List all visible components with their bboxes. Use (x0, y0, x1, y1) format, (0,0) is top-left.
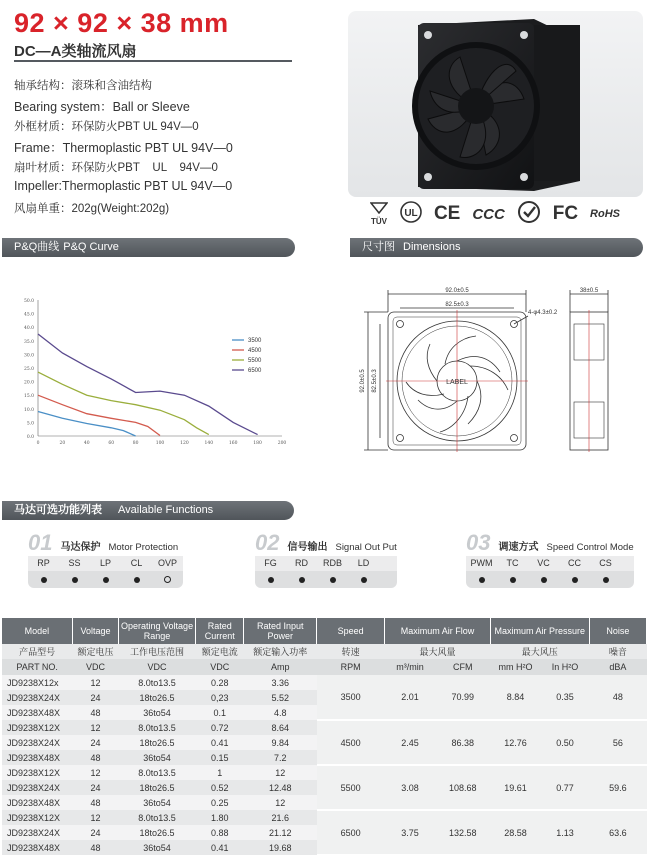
x-tick-label: 40 (83, 441, 90, 446)
function-code: LD (357, 558, 370, 568)
x-tick-label: 60 (108, 441, 115, 446)
ce-icon: CE (433, 203, 461, 224)
table-cell: 36to54 (119, 840, 196, 855)
table-group-cell: 19.61 (490, 765, 541, 810)
table-cell: 0.41 (196, 840, 244, 855)
table-cell: 12 (72, 765, 118, 780)
table-cell: 18to26.5 (119, 780, 196, 795)
table-cell: 18to26.5 (119, 735, 196, 750)
table-group-cell: 0.35 (541, 675, 589, 720)
function-group-01 (28, 530, 183, 588)
pq-curve-chart (8, 290, 293, 450)
table-cell: 36to54 (119, 750, 196, 765)
table-cell: JD9238X24X (2, 780, 72, 795)
rohs-check-icon (517, 200, 541, 229)
table-header-cell: Maximum Air Flow (385, 618, 491, 644)
table-header-cell: Noise (589, 618, 646, 644)
dim-hole-spacing-vertical: 82.5±0.3 (372, 369, 378, 393)
function-group-header (28, 530, 183, 556)
pq-curve-section-bar (2, 238, 295, 257)
table-cell: 12 (244, 765, 317, 780)
function-group-02 (255, 530, 397, 588)
table-cell: 0.52 (196, 780, 244, 795)
dim-hole-spacing: 82.5±0.3 (445, 302, 469, 308)
function-mark-cell (255, 571, 286, 588)
spec-impeller-cn: 扇叶材质：环保防火PBT UL 94V—0 (14, 162, 218, 174)
table-cell: 0.1 (196, 705, 244, 720)
table-group-cell: 8.84 (490, 675, 541, 720)
table-header-cell: Voltage (72, 618, 118, 644)
function-codes-row (255, 556, 397, 571)
function-mark-cell (497, 571, 528, 588)
spec-bearing-en: Bearing system：Ball or Sleeve (14, 100, 190, 114)
function-mark-cell (466, 571, 497, 588)
table-row (2, 765, 647, 780)
table-header-cell: Model (2, 618, 72, 644)
x-tick-label: 120 (180, 441, 189, 446)
table-cell: JD9238X48X (2, 795, 72, 810)
function-group-title-en: Motor Protection (108, 542, 179, 553)
table-group-cell: 70.99 (435, 675, 490, 720)
table-header-cn-cell: 额定输入功率 (244, 644, 317, 659)
supported-dot-icon (268, 577, 274, 583)
table-unit-cell: PART NO. (2, 659, 72, 675)
function-code: TC (506, 558, 519, 568)
table-cell: 24 (72, 825, 118, 840)
supported-dot-icon (41, 577, 47, 583)
function-code: RD (295, 558, 308, 568)
supported-dot-icon (479, 577, 485, 583)
fan-image (348, 11, 643, 197)
table-group-cell: 3.08 (385, 765, 436, 810)
supported-dot-icon (541, 577, 547, 583)
table-group-cell: 3.75 (385, 810, 436, 855)
functions-title-cn: 马达可选功能列表 (14, 504, 102, 516)
function-group-03 (466, 530, 634, 588)
table-cell: 0,23 (196, 690, 244, 705)
y-tick-label: 35.0 (23, 339, 34, 345)
table-group-cell: 63.6 (589, 810, 646, 855)
spec-bearing-cn: 轴承结构：滚珠和含油结构 (14, 80, 152, 92)
table-group-cell: 5500 (317, 765, 385, 810)
y-tick-label: 25.0 (23, 367, 34, 372)
table-unit-cell: Amp (244, 659, 317, 675)
table-unit-cell: VDC (72, 659, 118, 675)
legend-label-4500: 4500 (248, 348, 262, 354)
table-header-cell: Operating Voltage Range (119, 618, 196, 644)
function-marks-row (255, 571, 397, 588)
table-cell: JD9238X12X (2, 765, 72, 780)
table-group-cell: 108.68 (435, 765, 490, 810)
table-cell: 8.64 (244, 720, 317, 735)
function-group-header (466, 530, 634, 556)
table-group-cell: 0.50 (541, 720, 589, 765)
table-unit-cell: VDC (119, 659, 196, 675)
table-header-cn-cell: 最大风压 (490, 644, 589, 659)
table-cell: 18to26.5 (119, 825, 196, 840)
table-unit-cell: CFM (435, 659, 490, 675)
table-cell: JD9238X12X (2, 810, 72, 825)
table-cell: 24 (72, 690, 118, 705)
series-line-5500 (38, 372, 209, 435)
table-cell: JD9238X24X (2, 690, 72, 705)
table-header-cn-cell: 工作电压范围 (119, 644, 196, 659)
table-group-cell: 56 (589, 720, 646, 765)
table-header-cn-row (2, 644, 647, 659)
y-tick-label: 40.0 (23, 326, 34, 332)
functions-section-bar (2, 501, 294, 520)
table-row (2, 675, 647, 690)
table-cell: 0.88 (196, 825, 244, 840)
table-group-cell: 2.45 (385, 720, 436, 765)
function-mark-cell (528, 571, 559, 588)
y-tick-label: 10.0 (23, 407, 34, 413)
table-cell: JD9238X48X (2, 705, 72, 720)
series-line-3500 (38, 412, 136, 437)
spec-impeller-en: Impeller:Thermoplastic PBT UL 94V—0 (14, 179, 233, 193)
table-unit-cell: VDC (196, 659, 244, 675)
table-row (2, 720, 647, 735)
legend-label-3500: 3500 (248, 338, 262, 344)
table-cell: 8.0to13.5 (119, 720, 196, 735)
table-unit-cell: m³/min (385, 659, 436, 675)
spec-table (2, 618, 647, 856)
table-cell: 3.36 (244, 675, 317, 690)
dimensions-title-cn: 尺寸图 (362, 241, 395, 253)
page-title: 92 × 92 × 38 mm (14, 8, 229, 38)
function-group-title-cn: 马达保护 (60, 542, 101, 553)
supported-dot-icon (103, 577, 109, 583)
table-units-row (2, 659, 647, 675)
function-code: CC (568, 558, 581, 568)
table-row (2, 810, 647, 825)
table-cell: 1 (196, 765, 244, 780)
table-header-cn-cell: 额定电压 (72, 644, 118, 659)
table-unit-cell: RPM (317, 659, 385, 675)
y-tick-label: 45.0 (23, 312, 34, 318)
title-divider (14, 60, 292, 62)
certification-row (370, 199, 620, 229)
table-cell: 0.15 (196, 750, 244, 765)
x-tick-label: 20 (59, 441, 66, 446)
dimensions-section-bar (350, 238, 643, 257)
table-cell: 4.8 (244, 705, 317, 720)
y-tick-label: 50.0 (23, 299, 34, 304)
dimensions-title-en: Dimensions (403, 241, 461, 253)
table-cell: 12 (244, 795, 317, 810)
table-cell: 12 (72, 810, 118, 825)
function-mark-cell (90, 571, 121, 588)
function-mark-cell (59, 571, 90, 588)
tuv-icon: TÜV (370, 202, 388, 227)
x-tick-label: 0 (36, 441, 40, 446)
function-code: PWM (470, 558, 493, 568)
pq-chart-series (38, 334, 258, 436)
table-group-cell: 3500 (317, 675, 385, 720)
supported-dot-icon (134, 577, 140, 583)
table-group-cell: 1.13 (541, 810, 589, 855)
function-group-title-en: Speed Control Mode (546, 542, 634, 553)
table-cell: 8.0to13.5 (119, 765, 196, 780)
table-header-cell: Maximum Air Pressure (490, 618, 589, 644)
table-cell: JD9238X48X (2, 840, 72, 855)
table-header-row (2, 618, 647, 644)
table-group-cell: 2.01 (385, 675, 436, 720)
svg-text:UL: UL (404, 207, 418, 219)
function-code: VC (537, 558, 550, 568)
table-cell: 12.48 (244, 780, 317, 795)
table-cell: 7.2 (244, 750, 317, 765)
y-tick-label: 30.0 (23, 353, 34, 359)
dimensions-drawing (350, 282, 643, 462)
table-unit-cell: In H²O (541, 659, 589, 675)
dim-height-total: 92.0±0.5 (360, 369, 366, 393)
table-cell: 8.0to13.5 (119, 810, 196, 825)
function-code: RP (37, 558, 50, 568)
function-mark-cell (152, 571, 183, 588)
y-tick-label: 15.0 (23, 394, 34, 400)
ccc-icon: CCC (472, 205, 505, 223)
table-group-cell: 48 (589, 675, 646, 720)
supported-dot-icon (299, 577, 305, 583)
table-cell: 21.6 (244, 810, 317, 825)
table-cell: 24 (72, 780, 118, 795)
table-cell: 19.68 (244, 840, 317, 855)
pq-curve-title-cn: P&Q曲线 (14, 241, 60, 253)
table-header-cn-cell: 转速 (317, 644, 385, 659)
table-cell: 36to54 (119, 705, 196, 720)
table-cell: JD9238X12X (2, 720, 72, 735)
table-group-cell: 86.38 (435, 720, 490, 765)
function-mark-cell (559, 571, 590, 588)
function-codes-row (28, 556, 183, 571)
function-group-number: 01 (28, 530, 53, 555)
function-codes-row (466, 556, 634, 571)
function-group-number: 03 (466, 530, 491, 555)
function-mark-cell (28, 571, 59, 588)
table-header-cell: Rated Current (196, 618, 244, 644)
table-cell: 0.41 (196, 735, 244, 750)
supported-dot-icon (603, 577, 609, 583)
y-tick-label: 5.0 (26, 421, 34, 427)
table-group-cell: 0.77 (541, 765, 589, 810)
supported-dot-icon (72, 577, 78, 583)
function-marks-row (466, 571, 634, 588)
table-cell: 0.25 (196, 795, 244, 810)
table-cell: 8.0to13.5 (119, 675, 196, 690)
table-cell: 48 (72, 795, 118, 810)
function-mark-cell (317, 571, 348, 588)
function-code: SS (68, 558, 81, 568)
function-mark-cell (121, 571, 152, 588)
table-cell: 36to54 (119, 795, 196, 810)
spec-frame-cn: 外框材质：环保防火PBT UL 94V—0 (14, 121, 199, 133)
table-cell: 48 (72, 750, 118, 765)
table-cell: JD9238X12x (2, 675, 72, 690)
table-cell: JD9238X24X (2, 825, 72, 840)
table-cell: 18to26.5 (119, 690, 196, 705)
function-code: OVP (157, 558, 177, 568)
table-group-cell: 12.76 (490, 720, 541, 765)
spec-weight: 风扇单重：202g(Weight:202g) (14, 203, 170, 215)
pq-curve-title-en: P&Q Curve (63, 241, 119, 253)
x-tick-label: 180 (253, 441, 262, 446)
table-cell: 12 (72, 720, 118, 735)
x-tick-label: 200 (277, 441, 287, 446)
x-tick-label: 100 (155, 441, 165, 446)
table-group-cell: 6500 (317, 810, 385, 855)
supported-dot-icon (572, 577, 578, 583)
table-cell: 5.52 (244, 690, 317, 705)
table-unit-cell: dBA (589, 659, 646, 675)
table-header-cell: Speed (317, 618, 385, 644)
table-header-cn-cell: 产品型号 (2, 644, 72, 659)
table-cell: 48 (72, 840, 118, 855)
series-line-4500 (38, 395, 160, 435)
pq-chart-legend (232, 338, 262, 374)
table-cell: 24 (72, 735, 118, 750)
table-unit-cell: mm H²O (490, 659, 541, 675)
y-tick-label: 0.0 (26, 435, 34, 440)
x-tick-label: 140 (204, 441, 214, 446)
spec-frame-en: Frame：Thermoplastic PBT UL 94V—0 (14, 141, 233, 155)
function-code: RDB (322, 558, 342, 568)
legend-label-6500: 6500 (248, 368, 262, 374)
functions-title-en: Available Functions (118, 504, 214, 516)
product-photo (348, 11, 643, 197)
table-cell: 48 (72, 705, 118, 720)
table-header-cell: Rated Input Power (244, 618, 317, 644)
legend-label-5500: 5500 (248, 358, 262, 364)
function-code: FG (264, 558, 277, 568)
function-code: LP (99, 558, 111, 568)
table-group-cell: 28.58 (490, 810, 541, 855)
table-cell: JD9238X24X (2, 735, 72, 750)
function-group-header (255, 530, 397, 556)
table-group-cell: 4500 (317, 720, 385, 765)
x-tick-label: 160 (228, 441, 238, 446)
table-cell: 21.12 (244, 825, 317, 840)
table-cell: 1.80 (196, 810, 244, 825)
table-group-cell: 132.58 (435, 810, 490, 855)
supported-dot-icon (330, 577, 336, 583)
dim-depth: 38±0.5 (579, 288, 599, 294)
x-tick-label: 80 (132, 441, 139, 446)
supported-dot-icon (361, 577, 367, 583)
y-tick-label: 20.0 (23, 380, 34, 386)
function-group-number: 02 (255, 530, 280, 555)
function-group-title-en: Signal Out Put (335, 542, 397, 553)
page-subtitle: DC—A类轴流风扇 (14, 43, 137, 60)
dim-label-text: LABEL (446, 379, 468, 386)
table-group-cell: 59.6 (589, 765, 646, 810)
optional-circle-icon (164, 576, 171, 583)
table-cell: 9.84 (244, 735, 317, 750)
function-code: CL (130, 558, 143, 568)
table-header-cn-cell: 额定电流 (196, 644, 244, 659)
dim-hole-diameter: 4-φ4.3±0.2 (528, 310, 558, 316)
function-mark-cell (348, 571, 379, 588)
function-marks-row (28, 571, 183, 588)
rohs-icon: RoHS (590, 208, 620, 220)
function-mark-cell (590, 571, 621, 588)
table-cell: 12 (72, 675, 118, 690)
table-cell: 0.72 (196, 720, 244, 735)
fc-icon: FC (552, 203, 579, 224)
ul-icon (400, 201, 422, 228)
function-mark-cell (286, 571, 317, 588)
supported-dot-icon (510, 577, 516, 583)
dim-width-total: 92.0±0.5 (445, 288, 469, 294)
table-header-cn-cell: 最大风量 (385, 644, 491, 659)
table-cell: JD9238X48X (2, 750, 72, 765)
table-header-cn-cell: 噪音 (589, 644, 646, 659)
function-group-title-cn: 信号输出 (287, 542, 328, 553)
function-code: CS (599, 558, 612, 568)
function-group-title-cn: 调速方式 (498, 542, 539, 553)
table-cell: 0.28 (196, 675, 244, 690)
